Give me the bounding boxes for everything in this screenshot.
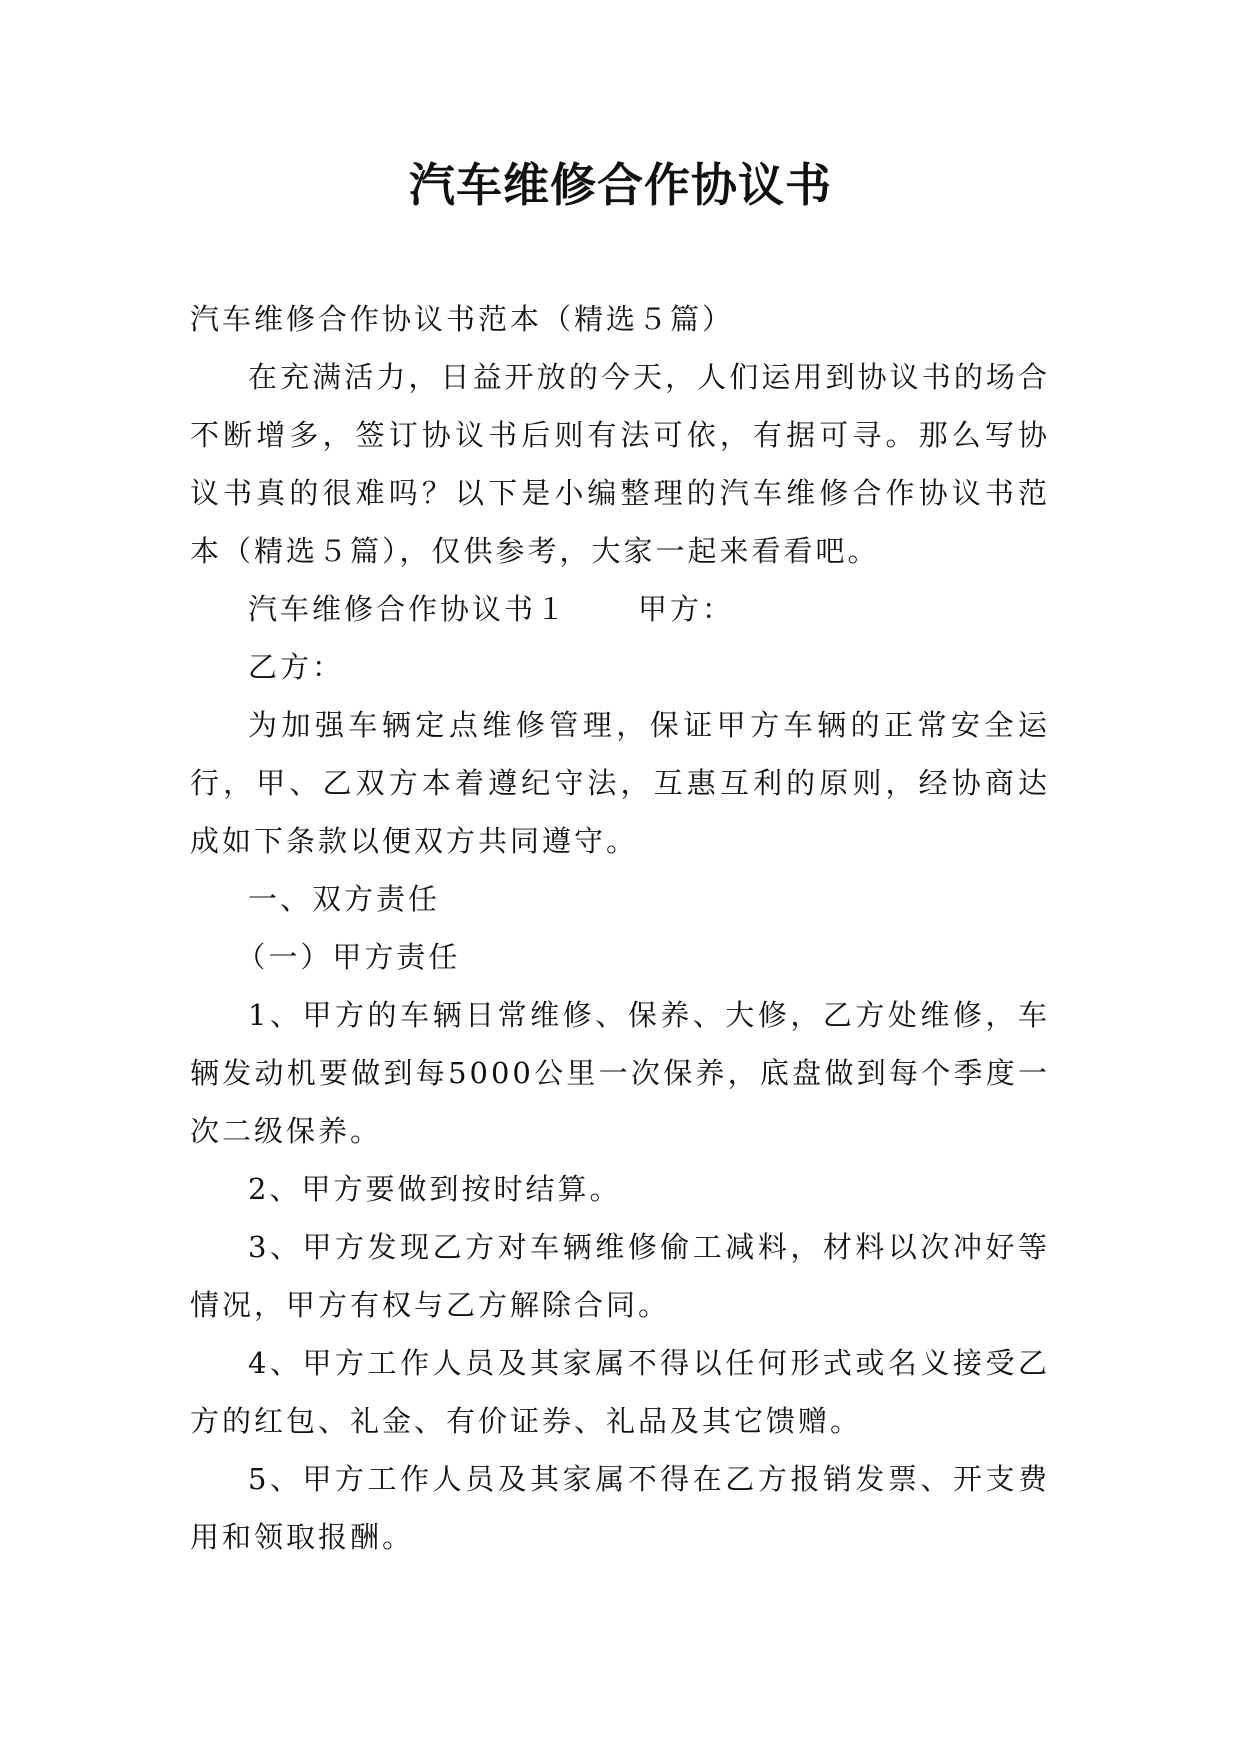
article-heading: 一、双方责任 — [248, 882, 441, 916]
document-title: 汽车维修合作协议书 — [409, 158, 832, 212]
party-a-label: 甲方： — [638, 592, 735, 626]
clause-paragraph: 1、甲方的车辆日常维修、保养、大修，乙方处维修，车辆发动机要做到每5000公里一次保养，底盘做到每个季度一次二级保养。 — [190, 998, 1050, 1148]
party-b-label: 乙方： — [248, 650, 345, 684]
clause-paragraph: 2、甲方要做到按时结算。 — [248, 1172, 622, 1206]
clause-paragraph: 5、甲方工作人员及其家属不得在乙方报销发票、开支费用和领取报酬。 — [190, 1462, 1050, 1554]
document-subtitle: 汽车维修合作协议书范本（精选５篇） — [190, 302, 735, 336]
section-heading-line — [190, 580, 1050, 638]
clause-paragraph: 4、甲方工作人员及其家属不得以任何形式或名义接受乙方的红包、礼金、有价证券、礼品及其它馈赠。 — [190, 1346, 1050, 1438]
clause-paragraph: 3、甲方发现乙方对车辆维修偷工减料，材料以次冲好等情况，甲方有权与乙方解除合同。 — [190, 1230, 1050, 1322]
section-heading: 汽车维修合作协议书１ — [248, 592, 569, 626]
purpose-paragraph: 为加强车辆定点维修管理，保证甲方车辆的正常安全运行，甲、乙双方本着遵纪守法，互惠互利的原则，经协商达成如下条款以便双方共同遵守。 — [190, 708, 1050, 858]
document-body — [190, 290, 1050, 1566]
intro-paragraph: 在充满活力，日益开放的今天，人们运用到协议书的场合不断增多，签订协议书后则有法可依，有据可寻。那么写协议书真的很难吗？以下是小编整理的汽车维修合作协议书范本（精选５篇），仅供参考，大家一起来看看吧。 — [190, 360, 1050, 568]
sub-heading: （一）甲方责任 — [236, 940, 461, 974]
